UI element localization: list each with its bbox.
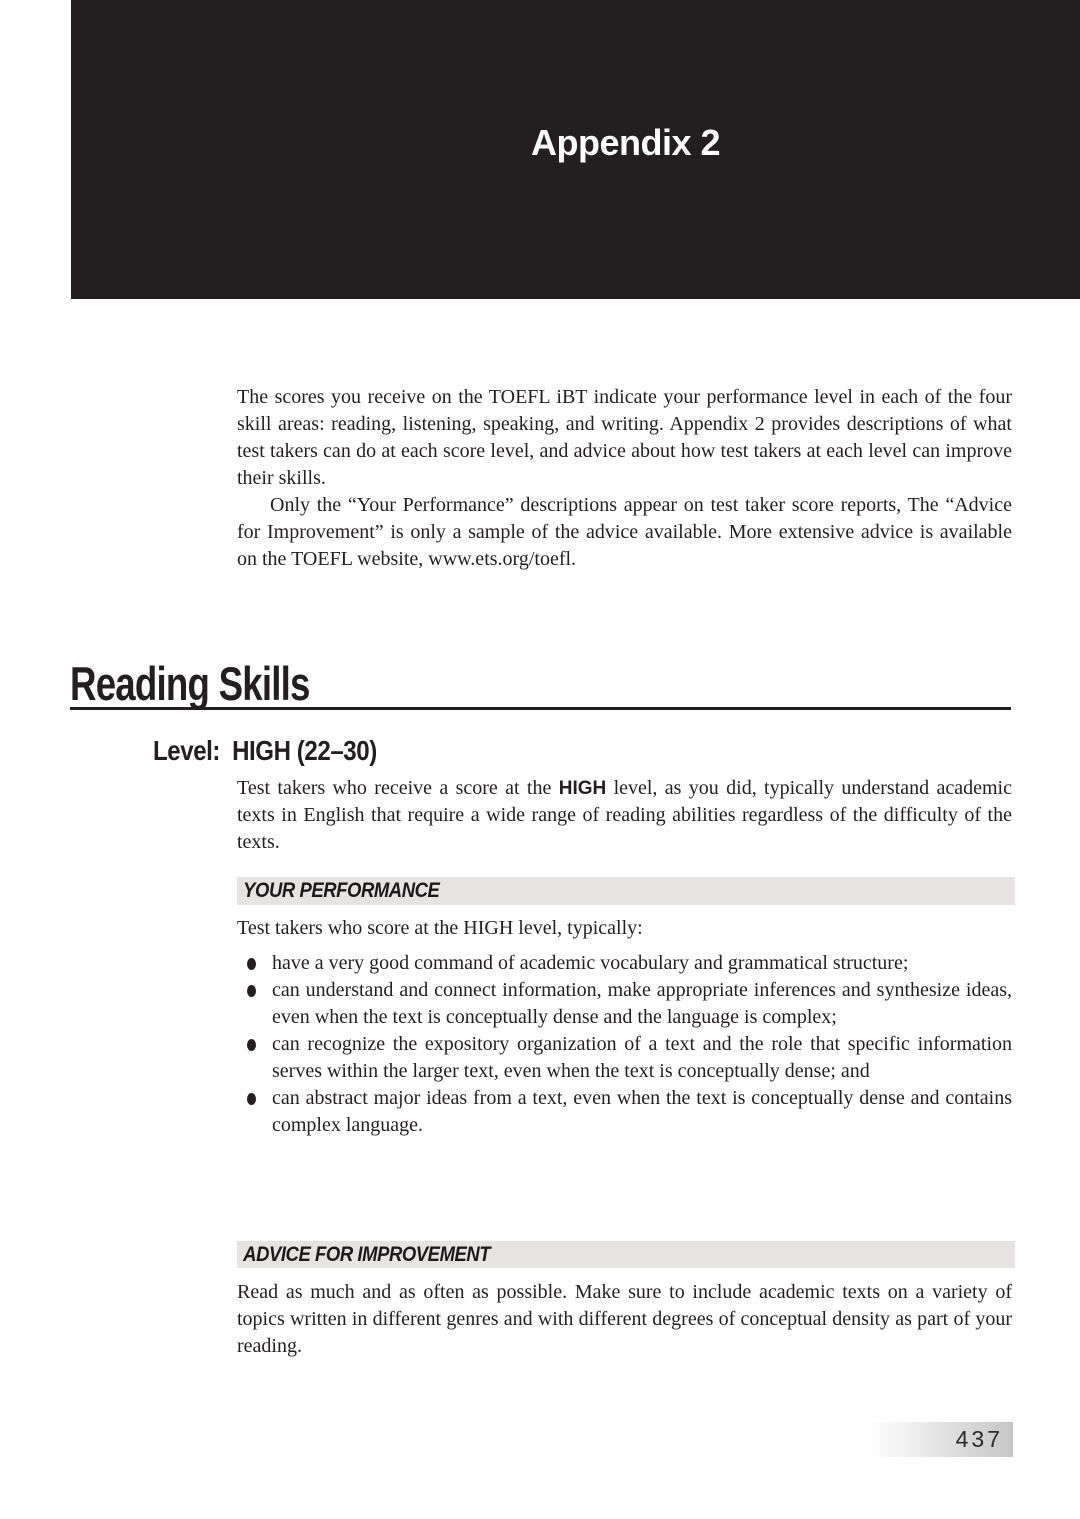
bullet-text: have a very good command of academic vocabulary and grammatical structure; [272, 952, 909, 974]
level-description-after: level, as you did, typically understand academic texts in English that require a wide range of reading abilities regardless of the difficulty of the texts. [237, 777, 1012, 853]
chapter-title: Appendix 2 [530, 122, 721, 163]
advice-section-bar [237, 1241, 1015, 1268]
page-number: 437 [955, 1426, 1003, 1452]
advice-heading: ADVICE FOR IMPROVEMENT [243, 1243, 491, 1266]
chapter-banner [71, 0, 1080, 299]
level-description-bold: HIGH [558, 778, 607, 799]
list-item [247, 1085, 1013, 1139]
level-label: Level: [153, 735, 221, 766]
level-description-before: Test takers who receive a score at the [237, 777, 559, 799]
section-title: Reading Skills [70, 657, 310, 710]
performance-heading: YOUR PERFORMANCE [243, 879, 440, 902]
intro-paragraph-1: The scores you receive on the TOEFL iBT indicate your performance level in each of the four skill areas: reading, listening, speaking, and writing. Appendix 2 provides descriptions of what test takers can do at each score level, and advice about how test takers at each level can improve their skills. [237, 386, 1012, 489]
list-item [247, 1031, 1013, 1085]
bullet-icon [247, 985, 256, 997]
list-item [247, 977, 1013, 1031]
bullet-text: can understand and connect information, make appropriate inferences and synthesize ideas, even when the text is conceptually dense and the language is complex; [272, 979, 1012, 1028]
level-heading [153, 736, 377, 766]
level-value: HIGH (22–30) [232, 735, 377, 766]
section-heading-rule [70, 657, 1011, 710]
performance-bullet-list [247, 950, 1013, 1139]
bullet-text: can recognize the expository organization of a text and the role that specific information serves within the larger text, even when the text is conceptually dense; and [272, 1033, 1012, 1082]
intro-paragraph-2: Only the “Your Performance” descriptions appear on test taker score reports, The “Advice for Improvement” is only a sample of the advice available. More extensive advice is available on the TOEFL website, www.ets.org/toefl. [237, 494, 1012, 570]
bullet-icon [247, 958, 256, 970]
performance-section-bar [237, 877, 1015, 905]
bullet-icon [247, 1039, 256, 1051]
bullet-text: can abstract major ideas from a text, even when the text is conceptually dense and contains complex language. [272, 1087, 1012, 1136]
level-description [237, 775, 1012, 856]
intro-block [237, 384, 1012, 573]
advice-text: Read as much and as often as possible. Make sure to include academic texts on a variety of topics written in different genres and with different degrees of conceptual density as part of your reading. [237, 1281, 1012, 1357]
bullet-icon [247, 1093, 256, 1105]
page-number-bar [870, 1422, 1013, 1457]
performance-intro: Test takers who score at the HIGH level, typically: [237, 917, 643, 939]
list-item [247, 950, 1013, 977]
